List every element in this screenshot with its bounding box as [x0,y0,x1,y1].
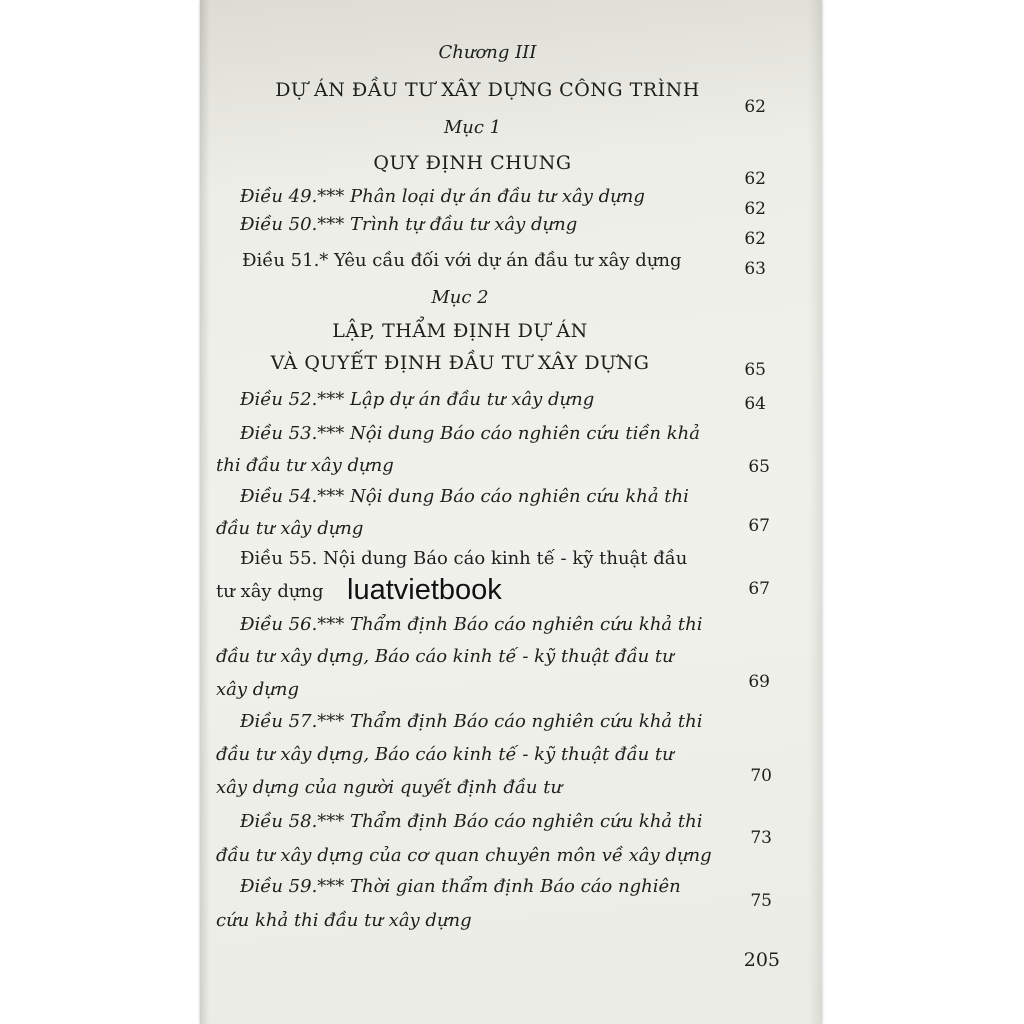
toc-entry-57-line3: xây dựng của người quyết định đầu tư [216,777,563,798]
book-page [200,0,822,1024]
page-number: 62 [744,169,766,189]
page-number: 62 [744,229,766,249]
page-number: 73 [750,828,772,848]
toc-entry-52: Điều 52.*** Lập dự án đầu tư xây dựng [240,389,595,410]
toc-entry-57-line2: đầu tư xây dựng, Báo cáo kinh tế - kỹ thuật đầu tư [216,744,674,765]
page-number: 64 [744,394,766,414]
page-number: 62 [744,97,766,117]
toc-entry-53-line1: Điều 53.*** Nội dung Báo cáo nghiên cứu tiền khả [240,423,700,444]
page-number: 63 [744,259,766,279]
toc-entry-54-line1: Điều 54.*** Nội dung Báo cáo nghiên cứu khả thi [240,486,689,507]
toc-entry-51: Điều 51.* Yêu cầu đối với dự án đầu tư xây dựng [242,250,682,271]
page-number: 65 [748,457,770,477]
page-number: 69 [748,672,770,692]
folio: 205 [743,949,780,971]
section2-title-line2: VÀ QUYẾT ĐỊNH ĐẦU TƯ XÂY DỰNG [270,352,650,374]
watermark: luatvietbook [347,574,502,606]
chapter-title: DỰ ÁN ĐẦU TƯ XÂY DỰNG CÔNG TRÌNH [275,79,700,101]
section1-title: QUY ĐỊNH CHUNG [373,152,572,174]
toc-entry-50: Điều 50.*** Trình tự đầu tư xây dựng [240,214,578,235]
toc-entry-56-line3: xây dựng [216,679,300,700]
toc-entry-58-line1: Điều 58.*** Thẩm định Báo cáo nghiên cứu khả thi [240,811,703,832]
toc-entry-56-line2: đầu tư xây dựng, Báo cáo kinh tế - kỹ thuật đầu tư [216,646,674,667]
page-number: 67 [748,579,770,599]
page-number: 70 [750,766,772,786]
toc-entry-54-line2: đầu tư xây dựng [216,518,364,539]
chapter-label: Chương III [438,42,537,63]
toc-entry-59-line1: Điều 59.*** Thời gian thẩm định Báo cáo nghiên [240,876,681,897]
section2-title-line1: LẬP, THẨM ĐỊNH DỰ ÁN [332,320,588,342]
toc-entry-56-line1: Điều 56.*** Thẩm định Báo cáo nghiên cứu khả thi [240,614,703,635]
toc-entry-53-line2: thi đầu tư xây dựng [216,455,394,476]
page-number: 67 [748,516,770,536]
toc-entry-57-line1: Điều 57.*** Thẩm định Báo cáo nghiên cứu khả thi [240,711,703,732]
toc-entry-55-line2: tư xây dựng [216,581,324,602]
page-number: 62 [744,199,766,219]
toc-entry-49: Điều 49.*** Phân loại dự án đầu tư xây dựng [240,186,645,207]
toc-entry-59-line2: cứu khả thi đầu tư xây dựng [216,910,472,931]
section1-label: Mục 1 [443,117,502,138]
section2-label: Mục 2 [431,287,489,308]
page-number: 75 [750,891,772,911]
toc-entry-55-line1: Điều 55. Nội dung Báo cáo kinh tế - kỹ thuật đầu [240,548,688,569]
page-edge-shadow [808,0,822,1024]
page-number: 65 [744,360,766,380]
toc-entry-58-line2: đầu tư xây dựng của cơ quan chuyên môn về xây dựng [216,845,712,866]
